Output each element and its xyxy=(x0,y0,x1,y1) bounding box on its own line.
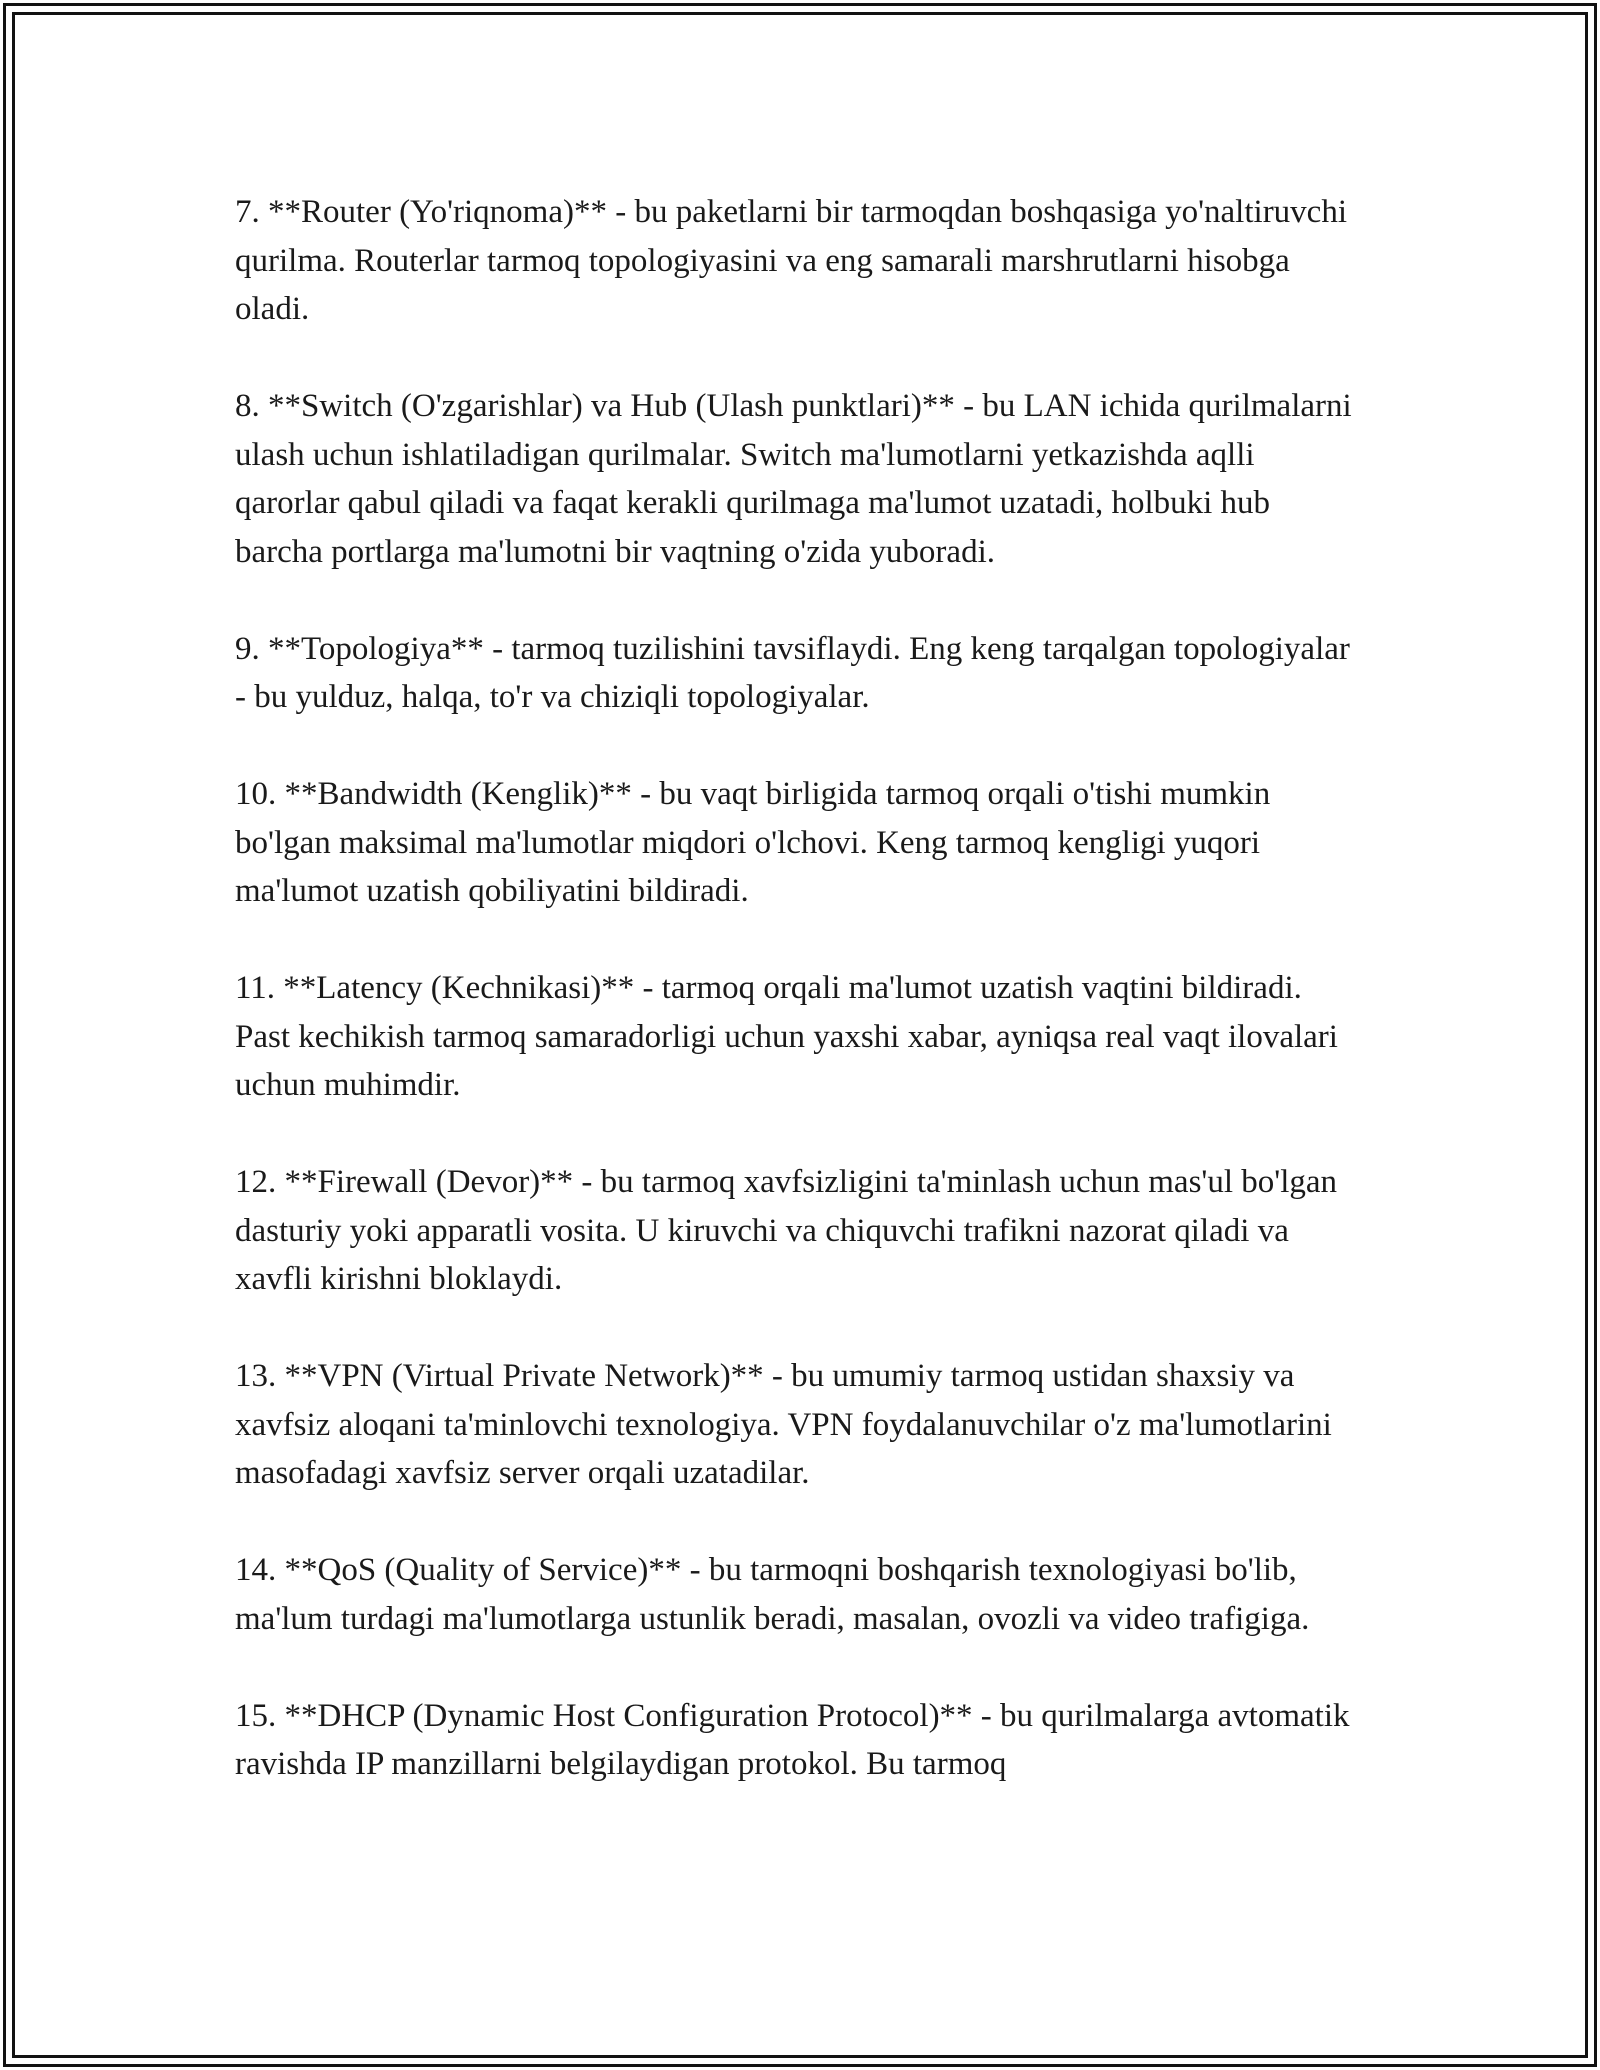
paragraph-item-12: 12. **Firewall (Devor)** - bu tarmoq xavfsizligini ta'minlash uchun mas'ul bo'lgan dasturiy yoki apparatli vosita. U kiruvchi va chiquvchi trafikni nazorat qiladi va xavfli kirishni bloklaydi. xyxy=(235,1164,1338,1297)
paragraph-item-8: 8. **Switch (O'zgarishlar) va Hub (Ulash punktlari)** - bu LAN ichida qurilmalarni ulash uchun ishlatiladigan qurilmalar. Switch ma'lumotlarni yetkazishda aqlli qarorlar qabul qiladi va faqat kerakli qurilmaga ma'lumot uzatadi, holbuki hub barcha portlarga ma'lumotni bir vaqtning o'zida yuboradi. xyxy=(235,388,1352,570)
paragraph-item-15: 15. **DHCP (Dynamic Host Configuration Protocol)** - bu qurilmalarga avtomatik ravishda IP manzillarni belgilaydigan protokol. Bu tarmoq xyxy=(235,1697,1350,1782)
paragraph-item-7: 7. **Router (Yo'riqnoma)** - bu paketlarni bir tarmoqdan boshqasiga yo'naltiruvchi qurilma. Routerlar tarmoq topologiyasini va eng samarali marshrutlarni hisobga oladi. xyxy=(235,194,1347,327)
paragraph-item-10: 10. **Bandwidth (Kenglik)** - bu vaqt birligida tarmoq orqali o'tishi mumkin bo'lgan maksimal ma'lumotlar miqdori o'lchovi. Keng tarmoq kengligi yuqori ma'lumot uzatish qobiliyatini bildiradi. xyxy=(235,776,1271,909)
paragraph-item-14: 14. **QoS (Quality of Service)** - bu tarmoqni boshqarish texnologiyasi bo'lib, ma'lum turdagi ma'lumotlarga ustunlik beradi, masalan, ovozli va video trafigiga. xyxy=(235,1552,1310,1637)
paragraph-item-9: 9. **Topologiya** - tarmoq tuzilishini tavsiflaydi. Eng keng tarqalgan topologiyalar - bu yulduz, halqa, to'r va chiziqli topologiyalar. xyxy=(235,630,1350,715)
paragraph-item-11: 11. **Latency (Kechnikasi)** - tarmoq orqali ma'lumot uzatish vaqtini bildiradi. Past kechikish tarmoq samaradorligi uchun yaxshi xabar, ayniqsa real vaqt ilovalari uchun muhimdir. xyxy=(235,970,1338,1103)
paragraph-item-13: 13. **VPN (Virtual Private Network)** - bu umumiy tarmoq ustidan shaxsiy va xavfsiz aloqani ta'minlovchi texnologiya. VPN foydalanuvchilar o'z ma'lumotlarini masofadagi xavfsiz server orqali uzatadilar. xyxy=(235,1358,1332,1491)
document-body xyxy=(235,188,1365,1789)
